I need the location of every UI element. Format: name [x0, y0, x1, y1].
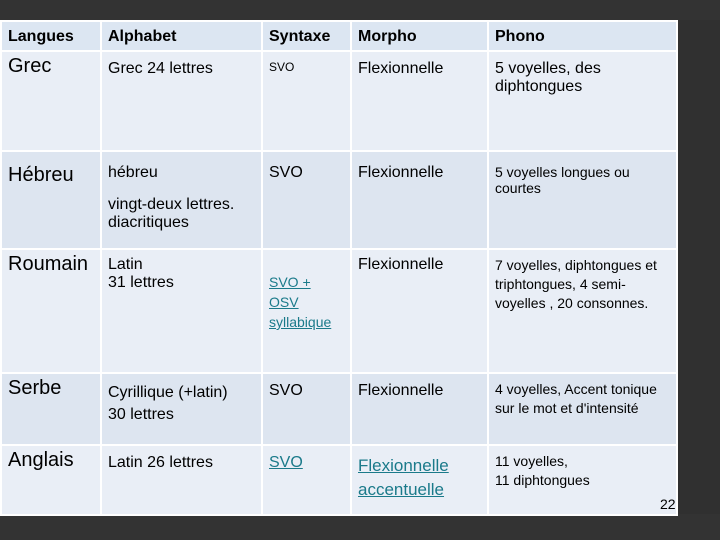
- table-row-roumain: [1, 249, 677, 373]
- syntaxe-cell: SVO: [262, 373, 351, 445]
- header-row: [1, 21, 677, 51]
- alphabet-line: 30 lettres: [108, 406, 174, 423]
- morpho-cell: Flexionnelle: [351, 373, 488, 445]
- langue-cell: Serbe: [1, 373, 101, 445]
- syntaxe-link[interactable]: syllabique: [269, 314, 332, 330]
- morpho-link[interactable]: accentuelle: [358, 480, 445, 499]
- langue-cell: Roumain: [1, 249, 101, 373]
- alphabet-cell: [101, 249, 262, 373]
- syntaxe-link[interactable]: SVO +: [269, 274, 311, 290]
- header-phono: Phono: [488, 21, 677, 51]
- syntaxe-cell: [262, 249, 351, 373]
- phono-cell: 7 voyelles, diphtongues et triphtongues, 4 semi-voyelles , 20 consonnes.: [488, 249, 677, 373]
- langue-cell: Anglais: [1, 445, 101, 515]
- table-row-grec: [1, 51, 677, 151]
- phono-cell: 5 voyelles longues ou courtes: [488, 151, 677, 249]
- header-langues: Langues: [1, 21, 101, 51]
- phono-cell: 4 voyelles, Accent tonique sur le mot et d'intensité: [488, 373, 677, 445]
- syntaxe-cell: [262, 445, 351, 515]
- table-row-hebreu: [1, 151, 677, 249]
- langue-cell: Hébreu: [1, 151, 101, 249]
- morpho-cell: Flexionnelle: [351, 249, 488, 373]
- phono-cell: [488, 445, 677, 515]
- alphabet-line: Latin: [108, 256, 143, 273]
- page-number: 22: [660, 496, 676, 512]
- slide-edge: [676, 20, 720, 514]
- phono-line: 11 voyelles,: [495, 453, 568, 469]
- langue-cell: Grec: [1, 51, 101, 151]
- syntaxe-link[interactable]: SVO: [269, 454, 303, 471]
- phono-line: 11 diphtongues: [495, 472, 590, 488]
- syntaxe-link[interactable]: OSV: [269, 294, 299, 310]
- morpho-cell: [351, 445, 488, 515]
- languages-table: [0, 20, 678, 516]
- syntaxe-cell: SVO: [262, 151, 351, 249]
- alphabet-line: hébreu: [108, 164, 158, 181]
- morpho-cell: Flexionnelle: [351, 151, 488, 249]
- morpho-link[interactable]: Flexionnelle: [358, 456, 449, 475]
- alphabet-cell: [101, 373, 262, 445]
- table-row-serbe: [1, 373, 677, 445]
- phono-cell: 5 voyelles, des diphtongues: [488, 51, 677, 151]
- alphabet-cell: [101, 151, 262, 249]
- morpho-cell: Flexionnelle: [351, 51, 488, 151]
- alphabet-cell: Latin 26 lettres: [101, 445, 262, 515]
- header-alphabet: Alphabet: [101, 21, 262, 51]
- alphabet-line: vingt-deux lettres. diacritiques: [108, 196, 235, 231]
- header-morpho: Morpho: [351, 21, 488, 51]
- header-syntaxe: Syntaxe: [262, 21, 351, 51]
- syntaxe-cell: SVO: [262, 51, 351, 151]
- table-row-anglais: [1, 445, 677, 515]
- alphabet-line: Cyrillique (+latin): [108, 384, 228, 401]
- alphabet-line: 31 lettres: [108, 274, 174, 291]
- alphabet-cell: Grec 24 lettres: [101, 51, 262, 151]
